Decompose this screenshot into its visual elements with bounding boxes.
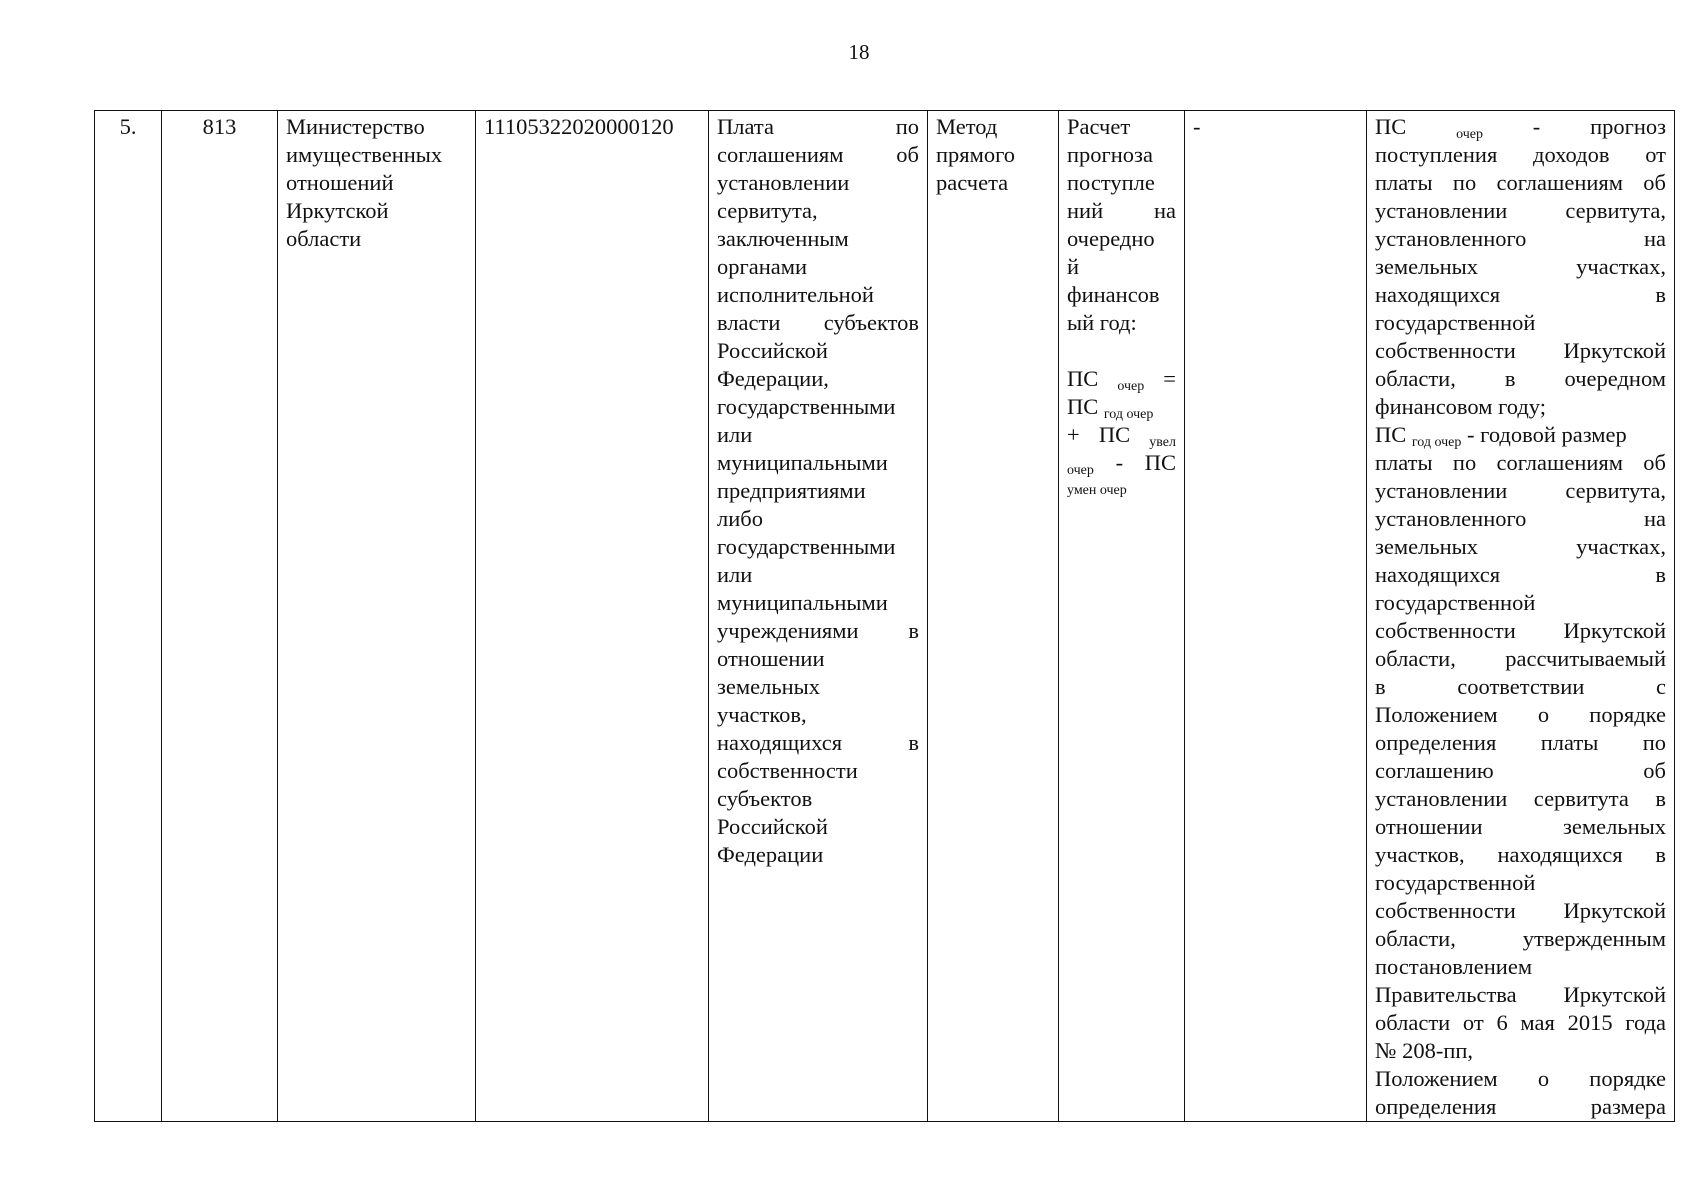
revenue-name-line: Российской — [717, 338, 828, 363]
calc-line: ый год: — [1067, 310, 1137, 335]
description-line: находящихся в — [1375, 282, 1666, 307]
description-line: области, рассчитываемый — [1375, 646, 1666, 671]
description-line: установлении сервитута, — [1375, 198, 1666, 223]
revenue-name-line: предприятиями — [717, 478, 866, 503]
revenue-name-line: Плата по — [717, 114, 919, 139]
description-line: государственной — [1375, 310, 1536, 335]
page-number: 18 — [848, 40, 870, 64]
description-line: определения размера — [1375, 1094, 1666, 1119]
revenue-name-line: органами — [717, 254, 808, 279]
revenue-name-line: установлении — [717, 170, 850, 195]
desc-sub: год очер — [1411, 435, 1462, 450]
formula-line — [1067, 449, 1176, 477]
revenue-name-line: соглашениям об — [717, 142, 919, 167]
revenue-name-line: отношении — [717, 646, 825, 671]
method-cell — [928, 111, 1059, 1122]
formula-line — [1067, 365, 1176, 393]
revenue-name-line: Российской — [717, 814, 828, 839]
admin-code: 813 — [202, 114, 237, 139]
description-line: собственности Иркутской — [1375, 338, 1666, 363]
desc-ps: ПС — [1375, 422, 1407, 447]
revenue-name-line: власти субъектов — [717, 310, 919, 335]
description-line: поступления доходов от — [1375, 142, 1666, 167]
formula-ps: ПС — [1144, 450, 1177, 475]
kbk-code: 11105322020000120 — [484, 114, 674, 139]
revenue-name-line: или — [717, 422, 753, 447]
formula-ps: ПС — [1098, 422, 1131, 447]
description-line: постановлением — [1375, 954, 1533, 979]
description-line: платы по соглашениям об — [1375, 450, 1666, 475]
method-line: прямого — [936, 142, 1016, 167]
description-line: собственности Иркутской — [1375, 618, 1666, 643]
formula-sub: увел — [1149, 435, 1177, 450]
desc-text: - годовой размер — [1467, 422, 1627, 447]
calc-line: очередно — [1067, 226, 1155, 251]
description-line: государственной — [1375, 590, 1536, 615]
formula-line — [1067, 477, 1176, 505]
description-line: соглашению об — [1375, 758, 1666, 783]
revenue-name-cell — [709, 111, 928, 1122]
administrator-cell — [278, 111, 476, 1122]
method-line: Метод — [936, 114, 998, 139]
description-line: в соответствии с — [1375, 674, 1666, 699]
description-line: установлении сервитута в — [1375, 786, 1666, 811]
revenue-name-line: Федерации, — [717, 366, 829, 391]
revenue-name-line: находящихся в — [717, 730, 919, 755]
description-line: земельных участках, — [1375, 534, 1666, 559]
revenue-name-line: либо — [717, 506, 763, 531]
description-line: государственной — [1375, 870, 1536, 895]
description-line: отношении земельных — [1375, 814, 1666, 839]
formula-sub: очер — [1067, 463, 1094, 478]
description-line: установлении сервитута, — [1375, 478, 1666, 503]
row-number-cell — [95, 111, 162, 1122]
calc-line: Расчет — [1067, 114, 1131, 139]
administrator-line: имущественных — [286, 142, 443, 167]
revenue-name-line: учреждениями в — [717, 618, 919, 643]
revenue-table — [94, 110, 1675, 1122]
revenue-name-line: сервитута, — [717, 198, 818, 223]
dash-value: - — [1193, 114, 1201, 139]
revenue-name-line: муниципальными — [717, 590, 888, 615]
administrator-line: Министерство — [286, 114, 425, 139]
administrator-line: отношений — [286, 170, 394, 195]
description-line: определения платы по — [1375, 730, 1666, 755]
desc-text: прогноз — [1590, 114, 1667, 139]
description-line: финансовом году; — [1375, 394, 1547, 419]
calc-line: поступле — [1067, 170, 1155, 195]
description-line: Положением о порядке — [1375, 1066, 1666, 1091]
description-line: платы по соглашениям об — [1375, 170, 1666, 195]
revenue-name-line: государственными — [717, 394, 896, 419]
description-line: области, утвержденным — [1375, 926, 1666, 951]
calc-line: прогноза — [1067, 142, 1153, 167]
revenue-name-line: собственности — [717, 758, 858, 783]
calc-line: й — [1067, 254, 1080, 279]
revenue-name-line: заключенным — [717, 226, 849, 251]
description-line: Положением о порядке — [1375, 702, 1666, 727]
desc-sub: очер — [1456, 127, 1483, 142]
method-line: расчета — [936, 170, 1009, 195]
revenue-name-line: государственными — [717, 534, 896, 559]
description-line: установленного на — [1375, 506, 1666, 531]
admin-code-cell — [162, 111, 278, 1122]
description-line: области, в очередном — [1375, 366, 1666, 391]
formula-line — [1067, 393, 1176, 421]
revenue-name-line: Федерации — [717, 842, 824, 867]
administrator-line: области — [286, 226, 362, 251]
description-line: № 208-пп, — [1375, 1038, 1474, 1063]
formula-plus: + — [1067, 422, 1080, 447]
row-number: 5. — [119, 114, 137, 139]
revenue-name-line: земельных — [717, 674, 820, 699]
description-line: земельных участках, — [1375, 254, 1666, 279]
kbk-cell — [476, 111, 709, 1122]
formula-sub: умен очер — [1067, 483, 1127, 498]
description-line: установленного на — [1375, 226, 1666, 251]
indicator-description-cell — [1367, 111, 1675, 1122]
desc-ps: ПС — [1375, 114, 1407, 139]
dash-cell — [1185, 111, 1367, 1122]
calc-line: финансов — [1067, 282, 1160, 307]
formula-sub: очер — [1117, 379, 1145, 394]
description-line: Правительства Иркутской — [1375, 982, 1666, 1007]
description-line — [1375, 113, 1666, 141]
calc-spacer — [1067, 337, 1176, 365]
formula-line — [1067, 421, 1176, 449]
calc-algorithm-cell — [1059, 111, 1185, 1122]
table-row — [95, 111, 1675, 1122]
formula-ps: ПС — [1067, 366, 1099, 391]
description-line: находящихся в — [1375, 562, 1666, 587]
formula-sub: год очер — [1103, 407, 1154, 422]
administrator-line: Иркутской — [286, 198, 389, 223]
description-line: области от 6 мая 2015 года — [1375, 1010, 1666, 1035]
calc-line: ний на — [1067, 198, 1176, 223]
description-line: участков, находящихся в — [1375, 842, 1666, 867]
desc-dash: - — [1532, 114, 1541, 139]
formula-eq: = — [1163, 366, 1176, 391]
revenue-name-line: муниципальными — [717, 450, 888, 475]
revenue-name-line: участков, — [717, 702, 807, 727]
revenue-name-line: исполнительной — [717, 282, 874, 307]
revenue-name-line: субъектов — [717, 786, 813, 811]
revenue-name-line: или — [717, 562, 753, 587]
formula-minus: - — [1115, 450, 1124, 475]
formula-ps: ПС — [1067, 394, 1099, 419]
description-line — [1375, 421, 1666, 449]
description-line: собственности Иркутской — [1375, 898, 1666, 923]
